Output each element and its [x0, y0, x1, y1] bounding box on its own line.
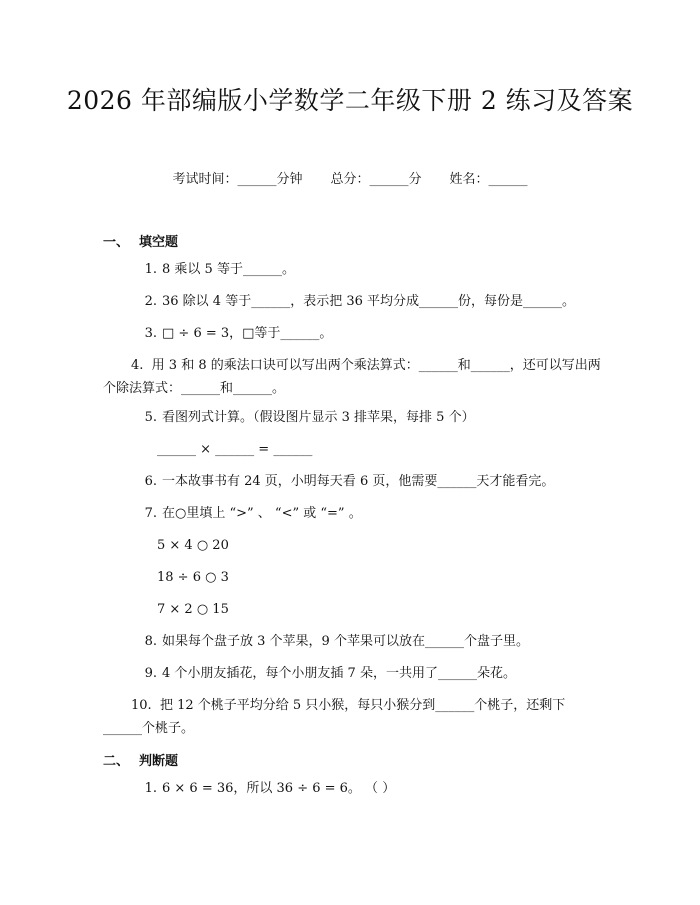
- question-2: 2. 36 除以 4 等于______，表示把 36 平均分成______份，每份是______。: [144, 294, 576, 309]
- judge-question-1: 1. 6 × 6 = 36，所以 36 ÷ 6 = 6。 （ ）: [144, 781, 396, 796]
- exam-score: 总分：______分: [330, 172, 422, 187]
- section-judge-heading: 二、 判断题: [103, 754, 179, 769]
- question-3: 3. □ ÷ 6 = 3，□等于______。: [144, 326, 333, 341]
- question-4: 4. 用 3 和 8 的乘法口诀可以写出两个乘法算式：______和______，还可以写出两个除法算式：______和______。: [103, 358, 601, 396]
- question-7: 7. 在○里填上 “>” 、 “<” 或 “=” 。: [144, 506, 362, 521]
- question-9: 9. 4 个小朋友插花，每个小朋友插 7 朵，一共用了______朵花。: [144, 666, 516, 681]
- page-title: 2026 年部编版小学数学二年级下册 2 练习及答案: [66, 86, 634, 115]
- question-7-item: 5 × 4 ○ 20: [157, 538, 229, 553]
- question-7-item: 18 ÷ 6 ○ 3: [157, 570, 229, 585]
- question-7-item: 7 × 2 ○ 15: [157, 602, 229, 617]
- question-10: 10. 把 12 个桃子平均分给 5 只小猴，每只小猴分到______个桃子，还剩下______个桃子。: [103, 698, 566, 736]
- question-5: 5. 看图列式计算。（假设图片显示 3 排苹果，每排 5 个）: [144, 410, 475, 425]
- question-6: 6. 一本故事书有 24 页，小明每天看 6 页，他需要______天才能看完。: [144, 474, 555, 489]
- exam-time: 考试时间：______分钟: [172, 172, 303, 187]
- exam-info: [0, 168, 700, 187]
- exam-name: 姓名：______: [449, 172, 528, 187]
- question-1: 1. 8 乘以 5 等于______。: [144, 262, 295, 277]
- question-8: 8. 如果每个盘子放 3 个苹果，9 个苹果可以放在______个盘子里。: [144, 634, 529, 649]
- section-fill-heading: 一、 填空题: [103, 235, 179, 250]
- question-5-formula: ______ × ______ = ______: [157, 442, 313, 457]
